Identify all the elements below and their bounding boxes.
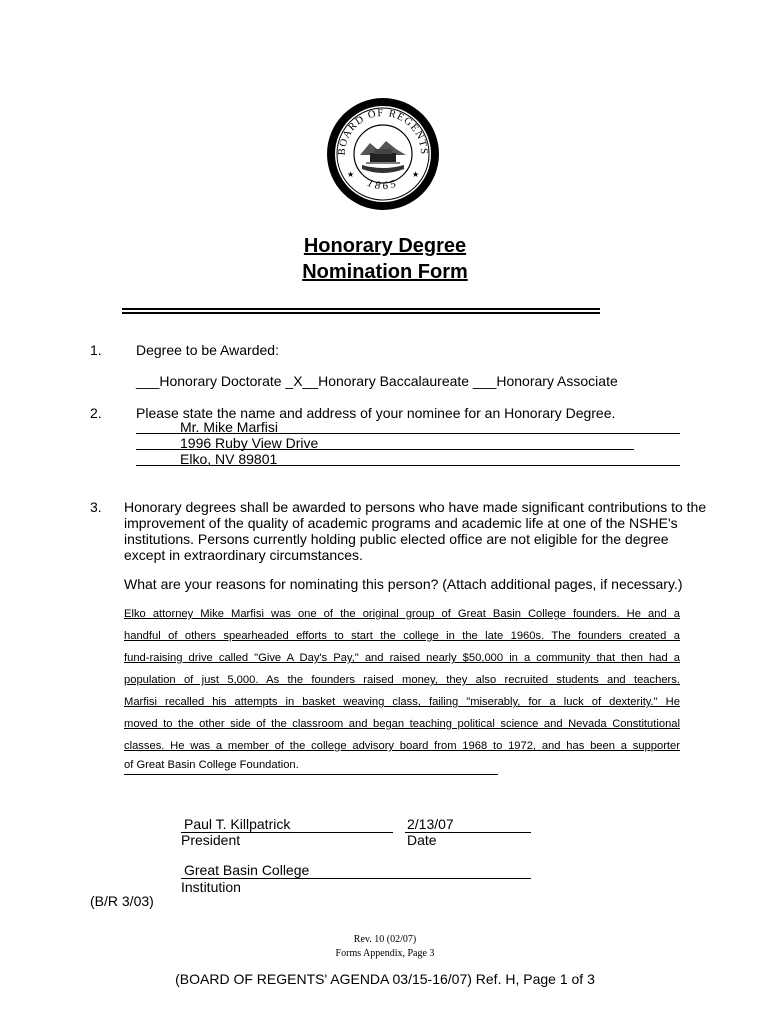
section-3-number: 3. <box>90 499 102 515</box>
institution-label: Institution <box>181 879 241 895</box>
section-1-number: 1. <box>90 342 102 358</box>
doctorate-label: Honorary Doctorate <box>159 373 286 389</box>
reasons-prompt: What are your reasons for nominating this person? (Attach additional pages, if necessary.) <box>124 576 683 592</box>
date-label: Date <box>407 832 437 848</box>
institution-field[interactable] <box>181 862 531 879</box>
board-of-regents-seal <box>326 97 440 211</box>
nominee-address2-line[interactable] <box>136 451 680 466</box>
criteria-line: institutions. Persons currently holding public elected office are not eligible for the degree <box>124 531 669 547</box>
revision-note: Rev. 10 (02/07) <box>353 934 417 945</box>
criteria-line: improvement of the quality of academic programs and academic life at one of the NSHE's <box>124 515 678 531</box>
form-code: (B/R 3/03) <box>90 893 154 909</box>
baccalaureate-mark[interactable]: _X__ <box>285 373 319 389</box>
degree-options <box>136 373 618 389</box>
svg-text:★: ★ <box>347 170 355 179</box>
criteria-line: Honorary degrees shall be awarded to persons who have made significant contributions to the <box>124 499 707 515</box>
reasons-line: handful of others spearheaded efforts to start the college in the late 1960s. The founders created a <box>124 630 680 642</box>
seal-year: 1865 <box>365 177 401 193</box>
doctorate-mark[interactable]: ___ <box>136 373 160 389</box>
reasons-line: classes. He was a member of the college advisory board from 1968 to 1972, and has been a supporter <box>124 740 680 752</box>
associate-label: Honorary Associate <box>496 373 618 389</box>
reasons-line: moved to the other side of the classroom and began teaching political science and Nevada Constitutional <box>124 718 680 730</box>
associate-mark[interactable]: ___ <box>473 373 497 389</box>
signer-title-label: President <box>181 832 241 848</box>
nominee-address1-line[interactable] <box>136 435 634 450</box>
signature-date-field[interactable] <box>405 816 531 833</box>
form-title-line2: Nomination Form <box>302 261 468 283</box>
criteria-text <box>124 499 706 563</box>
form-title-line1: Honorary Degree <box>303 235 467 257</box>
divider-rule-bottom <box>122 312 600 314</box>
signature-date: 2/13/07 <box>407 816 454 832</box>
signer-name: Paul T. Killpatrick <box>184 816 291 832</box>
criteria-line: except in extraordinary circumstances. <box>124 547 363 563</box>
section-1-question: Degree to be Awarded: <box>136 342 279 358</box>
nominee-address1: 1996 Ruby View Drive <box>180 435 319 451</box>
nominee-address2: Elko, NV 89801 <box>180 451 278 467</box>
reasons-line: fund-raising drive called "Give A Day's Pay," and raised nearly $50,000 in a community that then had a <box>124 652 680 664</box>
agenda-reference: (BOARD OF REGENTS' AGENDA 03/15-16/07) Ref. H, Page 1 of 3 <box>175 971 595 987</box>
section-2-question: Please state the name and address of your nominee for an Honorary Degree. <box>136 405 616 421</box>
institution-name: Great Basin College <box>184 862 310 878</box>
reasons-line: Elko attorney Mike Marfisi was one of the original group of Great Basin College founders. He and a <box>124 608 680 620</box>
section-2-number: 2. <box>90 405 102 421</box>
appendix-note: Forms Appendix, Page 3 <box>335 948 435 959</box>
svg-text:★: ★ <box>412 170 420 179</box>
reasons-line-last: of Great Basin College Foundation. <box>124 759 498 775</box>
seal-top-text: BOARD OF REGENTS <box>336 107 430 156</box>
nominee-name: Mr. Mike Marfisi <box>180 419 278 435</box>
signature-name-field[interactable] <box>181 816 393 833</box>
divider-rule-top <box>122 308 600 310</box>
reasons-line: population of just 5,000. As the founders raised money, they also recruited students and teachers. <box>124 674 680 686</box>
baccalaureate-label: Honorary Baccalaureate <box>318 373 473 389</box>
nominee-name-line[interactable] <box>136 419 680 434</box>
reasons-line: Marfisi recalled his attempts in basket weaving class, failing "miserably, for a luck of dexterity." He <box>124 696 680 708</box>
